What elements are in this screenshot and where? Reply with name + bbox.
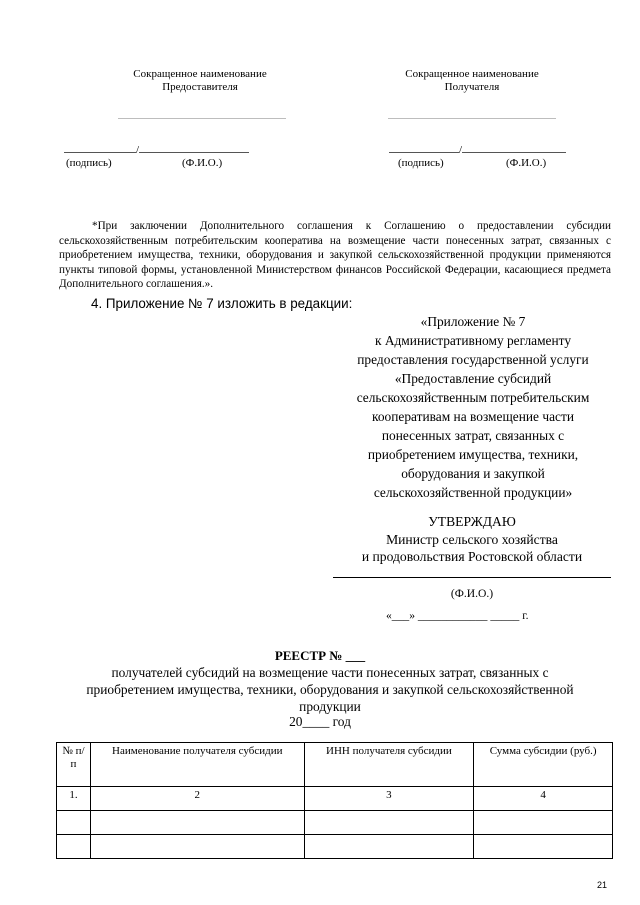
table-numbering-row [57,787,613,811]
item-4-text: 4. Приложение № 7 изложить в редакции: [91,296,353,311]
table-cell [304,835,474,859]
approval-signature-line [333,577,611,578]
table-cell [57,811,91,835]
table-row [57,811,613,835]
table-cell [90,835,304,859]
appendix-header [323,312,623,502]
column-header-number: № п/п [57,743,91,787]
appendix-line: приобретением имущества, техники, [367,447,579,462]
table-cell [304,811,474,835]
column-header-recipient-name: Наименование получателя субсидии [90,743,304,787]
approval-date-line: «___» ____________ _____ г. [386,609,529,622]
grantor-short-name-label [100,68,300,94]
grantor-signature-line [64,143,249,156]
appendix-line: кооперативам на возмещение части [372,409,574,424]
signature-slash: / [459,144,463,156]
table-cell [90,811,304,835]
approval-position-line1: Министр сельского хозяйства [386,532,558,547]
grantor-sign-caption: (подпись) [66,157,112,169]
column-header-inn: ИНН получателя субсидии [304,743,474,787]
grantor-label-line2: Предоставителя [162,81,238,93]
registry-year: 20____ год [289,714,351,729]
table-cell [57,835,91,859]
appendix-line: сельскохозяйственной продукции» [373,485,573,500]
appendix-line: понесенных затрат, связанных с [381,428,565,443]
appendix-line: оборудования и закупкой [401,466,545,481]
registry-table [56,742,613,859]
table-cell [474,811,613,835]
grantor-name-line [118,118,286,119]
appendix-line: «Предоставление субсидий [394,371,552,386]
recipient-label-line1: Сокращенное наименование [405,68,539,80]
registry-subtitle-line: получателей субсидий на возмещение части понесенных затрат, связанных с [111,665,549,680]
recipient-signature-line [389,143,566,156]
page-number: 21 [597,880,608,890]
table-cell: 3 [304,787,474,811]
grantor-name-caption: (Ф.И.О.) [182,157,223,169]
recipient-short-name-label [372,68,572,94]
appendix-line: предоставления государственной услуги [357,352,589,367]
registry-subtitle-line: продукции [299,699,361,714]
table-cell [474,835,613,859]
table-cell: 4 [474,787,613,811]
signature-slash: / [136,144,140,156]
appendix-line: «Приложение № 7 [420,314,526,329]
registry-subtitle [40,664,620,715]
recipient-name-line [388,118,556,119]
recipient-name-caption: (Ф.И.О.) [506,157,547,169]
recipient-sign-caption: (подпись) [398,157,444,169]
approval-title: УТВЕРЖДАЮ [428,514,516,529]
recipient-label-line2: Получателя [444,81,500,93]
table-header-row [57,743,613,787]
approval-position-line2: и продовольствия Ростовской области [361,549,583,564]
table-cell: 2 [90,787,304,811]
registry-title: РЕЕСТР № ___ [274,648,366,663]
grantor-label-line1: Сокращенное наименование [133,68,267,80]
column-header-subsidy-amount: Сумма субсидии (руб.) [474,743,613,787]
appendix-line: сельскохозяйственным потребительским [356,390,590,405]
registry-subtitle-line: приобретением имущества, техники, оборудования и закупкой сельскохозяйственной [86,682,574,697]
table-cell: 1. [57,787,91,811]
appendix-line: к Административному регламенту [374,333,572,348]
table-row [57,835,613,859]
approval-fio-caption: (Ф.И.О.) [450,587,494,600]
footnote-paragraph: *При заключении Дополнительного соглашения к Соглашению о предоставлении субсидии сельскохозяйственным потребительским кооператива на возмещение части понесенных затрат, связанных с приобретением имущества, техники, оборудования и закупкой сельскохозяйственной продукции применяются пункты типовой формы, установленной Министерством финансов Российской Федерации, касающиеся предмета Дополнительного соглашения.». [59,220,611,291]
